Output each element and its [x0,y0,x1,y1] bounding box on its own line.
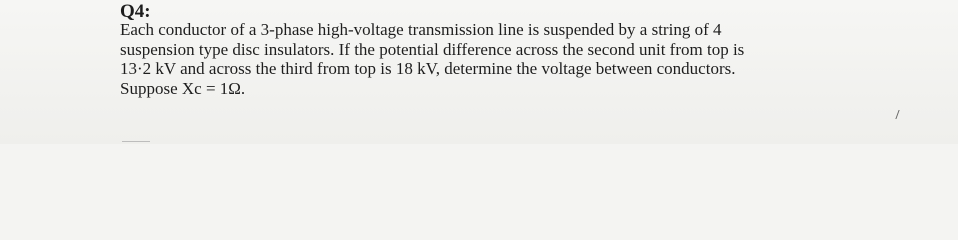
question-number: Q4: [120,1,151,22]
cut-off-text-fragment [122,141,150,142]
pen-mark [890,110,899,119]
question-line-2: suspension type disc insulators. If the potential difference across the second unit from top is [120,39,745,59]
question-line-1: Each conductor of a 3-phase high-voltage transmission line is suspended by a string of 4 [120,20,722,39]
question-line-3: 13·2 kV and across the third from top is 18 kV, determine the voltage between conductors. [120,59,736,79]
question-text [120,20,920,98]
question-line-4: Suppose Xc = 1Ω. [120,78,246,98]
